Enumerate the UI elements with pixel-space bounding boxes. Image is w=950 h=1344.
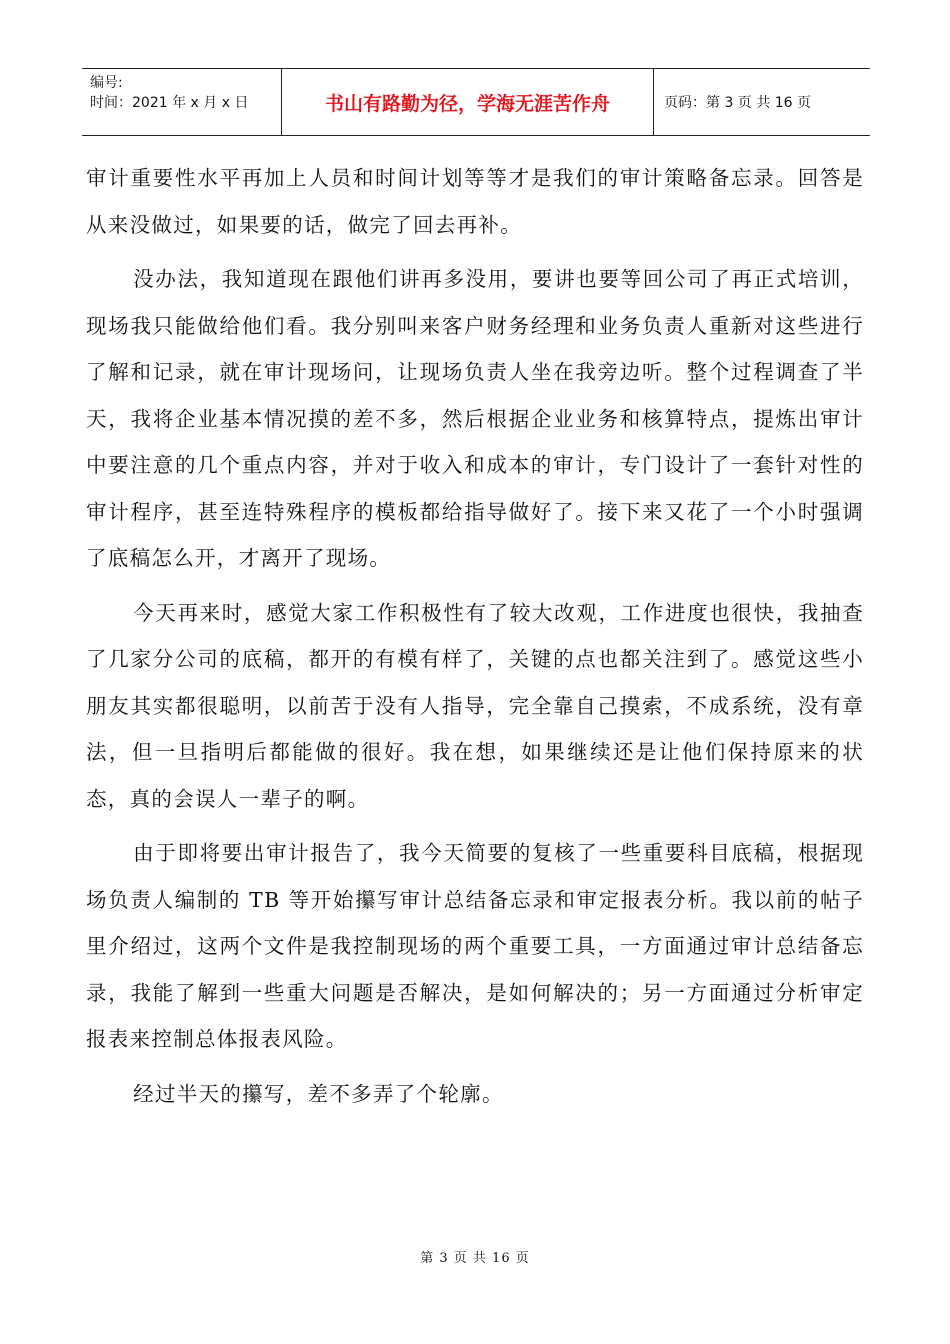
paragraph: 由于即将要出审计报告了，我今天简要的复核了一些重要科目底稿，根据现场负责人编制的 TB 等开始攥写审计总结备忘录和审定报表分析。我以前的帖子里介绍过，这两个文件是我控制现场的两个重要工具，一方面通过审计总结备忘录，我能了解到一些重大问题是否解决，是如何解决的；另一方面通过分析审定报表来控制总体报表风险。 <box>86 841 864 1051</box>
page-footer <box>0 1247 950 1266</box>
header-page-number: 页码：第 3 页 共 16 页 <box>664 95 811 111</box>
header-page-cell <box>654 69 870 135</box>
paragraph: 没办法，我知道现在跟他们讲再多没用，要讲也要等回公司了再正式培训，现场我只能做给他们看。我分别叫来客户财务经理和业务负责人重新对这些进行了解和记录，就在审计现场问，让现场负责人坐在我旁边听。整个过程调查了半天，我将企业基本情况摸的差不多，然后根据企业业务和核算特点，提炼出审计中要注意的几个重点内容，并对于收入和成本的审计，专门设计了一套针对性的审计程序，甚至连特殊程序的模板都给指导做好了。接下来又花了一个小时强调了底稿怎么开，才离开了现场。 <box>86 267 864 570</box>
motto-text: 书山有路勤为径，学海无涯苦作舟 <box>324 92 610 115</box>
header-info-cell <box>82 69 282 135</box>
paragraph: 经过半天的攥写，差不多弄了个轮廓。 <box>133 1081 504 1106</box>
paragraph-continued: 审计重要性水平再加上人员和时间计划等等才是我们的审计策略备忘录。回答是从来没做过，如果要的话，做完了回去再补。 <box>86 166 864 237</box>
header-motto-cell <box>282 69 654 135</box>
serial-label: 编号: <box>90 75 123 91</box>
date-text: 时间：2021 年 x 月 x 日 <box>90 95 249 111</box>
document-body <box>86 155 864 1125</box>
page-header <box>82 68 870 136</box>
paragraph: 今天再来时，感觉大家工作积极性有了较大改观，工作进度也很快，我抽查了几家分公司的底稿，都开的有模有样了，关键的点也都关注到了。感觉这些小朋友其实都很聪明，以前苦于没有人指导，完全靠自己摸索，不成系统，没有章法，但一旦指明后都能做的很好。我在想，如果继续还是让他们保持原来的状态，真的会误人一辈子的啊。 <box>86 600 864 811</box>
footer-page-number: 第 3 页 共 16 页 <box>420 1251 530 1266</box>
